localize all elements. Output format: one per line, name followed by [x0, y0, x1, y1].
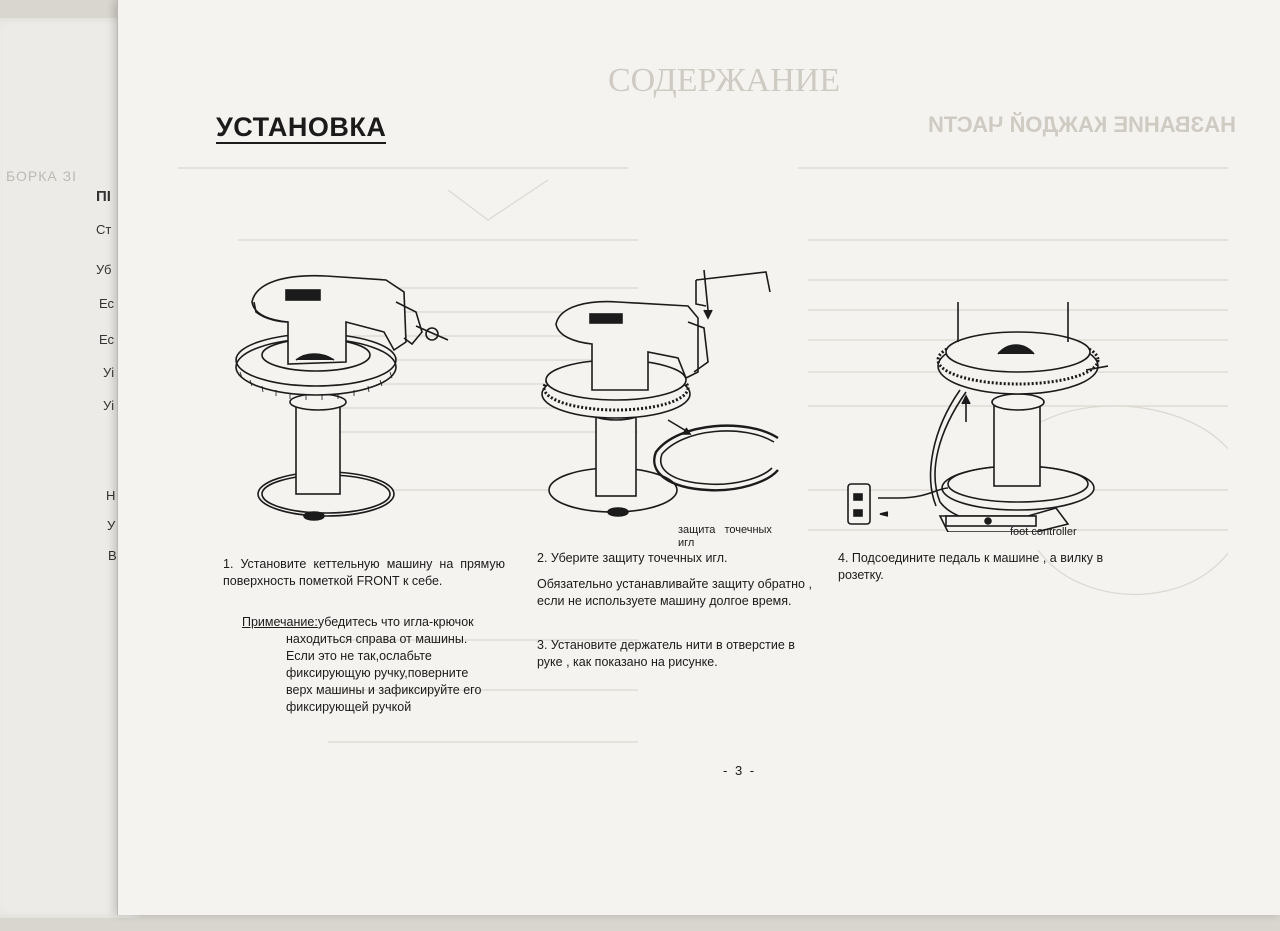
note-line: фиксирующую ручку,поверните — [286, 666, 469, 680]
page-fragment: Уі — [103, 398, 115, 413]
note-line: верх машины и зафиксируйте его — [286, 683, 482, 697]
bleed-through-mirrored-heading: НАЗВАНИЕ КАЖДОЙ ЧАСТИ — [928, 112, 1237, 137]
bleed-through-heading: СОДЕРЖАНИЕ — [608, 62, 841, 99]
bleed-through-fragment: БОРКА ЗІ — [6, 168, 77, 184]
step-1-note — [242, 614, 542, 716]
note-line: убедитесь что игла-крючок — [317, 615, 474, 629]
needle-guard-label: защита точечных игл — [678, 524, 772, 549]
page-fragment: Ес — [99, 296, 115, 311]
page-number: - 3 - — [723, 763, 757, 778]
page-fragment: В — [108, 548, 117, 563]
manual-page — [117, 0, 1280, 915]
figure-connect-pedal — [828, 262, 1108, 538]
page-fragment: Уі — [103, 365, 115, 380]
note-line: Если это не так,ослабьте — [286, 649, 432, 663]
page-fragment: Уб — [96, 262, 112, 277]
machine-with-guard-illustration — [538, 262, 813, 532]
step-3-text: 3. Установите держатель нити в отверстие в руке , как показано на рисунке. — [537, 638, 795, 669]
kettel-machine-illustration — [226, 262, 476, 532]
figure-machine-setup — [226, 262, 476, 532]
note-line: находиться справа от машины. — [286, 632, 468, 646]
note-line: фиксирующей ручкой — [286, 700, 412, 714]
page-fragment: Н — [106, 488, 116, 503]
step-1-text: 1. Установите кеттельную машину на прямую поверхность пометкой FRONT к себе. — [223, 557, 505, 588]
page-fragment: ПІ — [96, 188, 111, 205]
note-lead: Примечание: — [242, 615, 318, 629]
step-4-text: 4. Подсоедините педаль к машине , а вилку в розетку. — [838, 551, 1104, 582]
figure-remove-needle-guard — [538, 262, 813, 549]
page-fragment: Ес — [99, 332, 115, 347]
step-2-text: 2. Уберите защиту точечных игл. — [537, 551, 728, 565]
step-2-warning: Обязательно устанавливайте защиту обратно , если не используете машину долгое время. — [537, 577, 812, 608]
page-title: УСТАНОВКА — [216, 112, 387, 142]
machine-with-pedal-illustration — [828, 262, 1108, 532]
page-fragment: Ст — [96, 222, 112, 237]
foot-controller-label: foot controller — [1010, 526, 1077, 538]
page-fragment: У — [107, 518, 116, 533]
